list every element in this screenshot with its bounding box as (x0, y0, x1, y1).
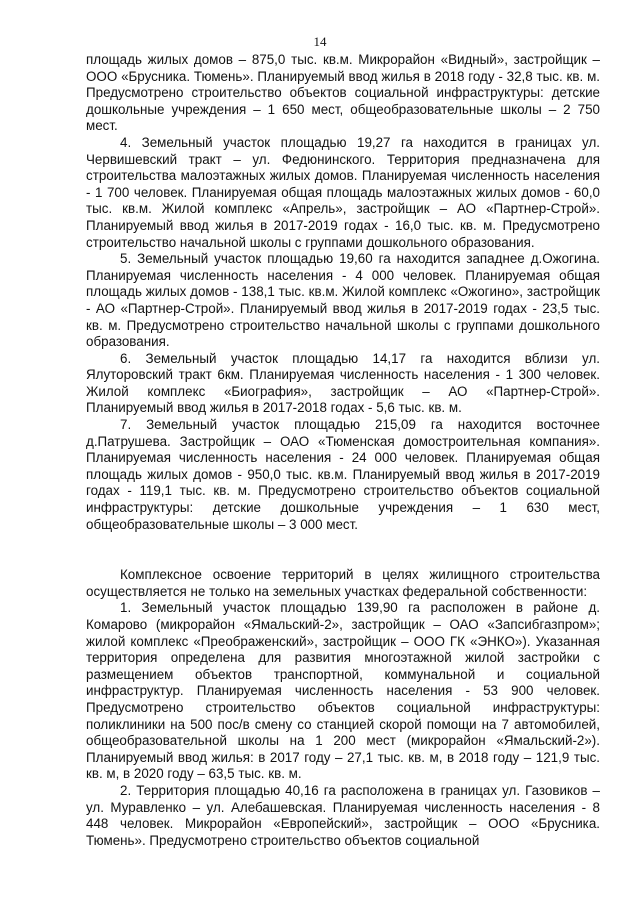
paragraph-continuation: площадь жилых домов – 875,0 тыс. кв.м. Микрорайон «Видный», застройщик – ООО «Брусника. Тюмень». Планируемый ввод жилья в 2018 году - 32,8 тыс. кв. м. Предусмотрено строительство объектов социальной инфраструктуры: детские дошкольные учреждения – 1 650 мест, общеобразовательные школы – 2 750 мест. (86, 52, 600, 134)
paragraph-intro-nonfederal: Комплексное освоение территорий в целях жилищного строительства осуществляется не только на земельных участках федеральной собственности: (86, 567, 600, 599)
document-body (86, 52, 600, 849)
page-number: 14 (313, 34, 327, 49)
paragraph-item-7: 7. Земельный участок площадью 215,09 га находится восточнее д.Патрушева. Застройщик – ОАО «Тюменская домостроительная компания». Планируемая численность населения - 24 000 человек. Планируемая общая площадь жилых домов - 950,0 тыс. кв.м. Планируемый ввод жилья в 2017-2019 годах - 119,1 тыс. кв. м. Предусмотрено строительство объектов социальной инфраструктуры: детские дошкольные учреждения – 1 630 мест, общеобразовательные школы – 3 000 мест. (86, 417, 600, 532)
paragraph-item-5: 5. Земельный участок площадью 19,60 га находится западнее д.Ожогина. Планируемая численность населения - 4 000 человек. Планируемая общая площадь жилых домов - 138,1 тыс. кв.м. Жилой комплекс «Ожогино», застройщик - АО «Партнер-Строй». Планируемый ввод жилья в 2017-2019 годах - 23,5 тыс. кв. м. Предусмотрено строительство начальной школы с группами дошкольного образования. (86, 251, 600, 350)
paragraph-nonfederal-item-1: 1. Земельный участок площадью 139,90 га расположен в районе д. Комарово (микрорайон «Ямальский-2», застройщик – ОАО «Запсибгазпром»; жилой комплекс «Преображенский», застройщик – ООО ГК «ЭНКО»). Указанная территория определена для развития многоэтажной жилой застройки с размещением объектов транспортной, коммунальной и социальной инфраструктур. Планируемая численность населения - 53 900 человек. Предусмотрено строительство объектов социальной инфраструктуры: поликлиники на 500 пос/в смену со станцией скорой помощи на 7 автомобилей, общеобразовательной школы на 1 200 мест (микрорайон «Ямальский-2»). Планируемый ввод жилья: в 2017 году – 27,1 тыс. кв. м, в 2018 году – 121,9 тыс. кв. м, в 2020 году – 63,5 тыс. кв. м. (86, 600, 600, 782)
paragraph-item-4: 4. Земельный участок площадью 19,27 га находится в границах ул. Червишевский тракт – ул. Федюнинского. Территория предназначена для строительства малоэтажных жилых домов. Планируемая численность населения - 1 700 человек. Планируемая общая площадь малоэтажных жилых домов - 60,0 тыс. кв.м. Жилой комплекс «Апрель», застройщик – АО «Партнер-Строй». Планируемый ввод жилья в 2017-2019 годах - 16,0 тыс. кв. м. Предусмотрено строительство начальной школы с группами дошкольного образования. (86, 134, 600, 250)
paragraph-item-6: 6. Земельный участок площадью 14,17 га находится вблизи ул. Ялуторовский тракт 6км. Планируемая численность населения - 1 300 человек. Жилой комплекс «Биография», застройщик – АО «Партнер-Строй». Планируемый ввод жилья в 2017-2018 годах - 5,6 тыс. кв. м. (86, 350, 600, 416)
paragraph-nonfederal-item-2: 2. Территория площадью 40,16 га расположена в границах ул. Газовиков – ул. Муравленко – ул. Алебашевская. Планируемая численность населения - 8 448 человек. Микрорайон «Европейский», застройщик – ООО «Брусника. Тюмень». Предусмотрено строительство объектов социальной (86, 782, 600, 848)
section-spacer (86, 533, 600, 567)
